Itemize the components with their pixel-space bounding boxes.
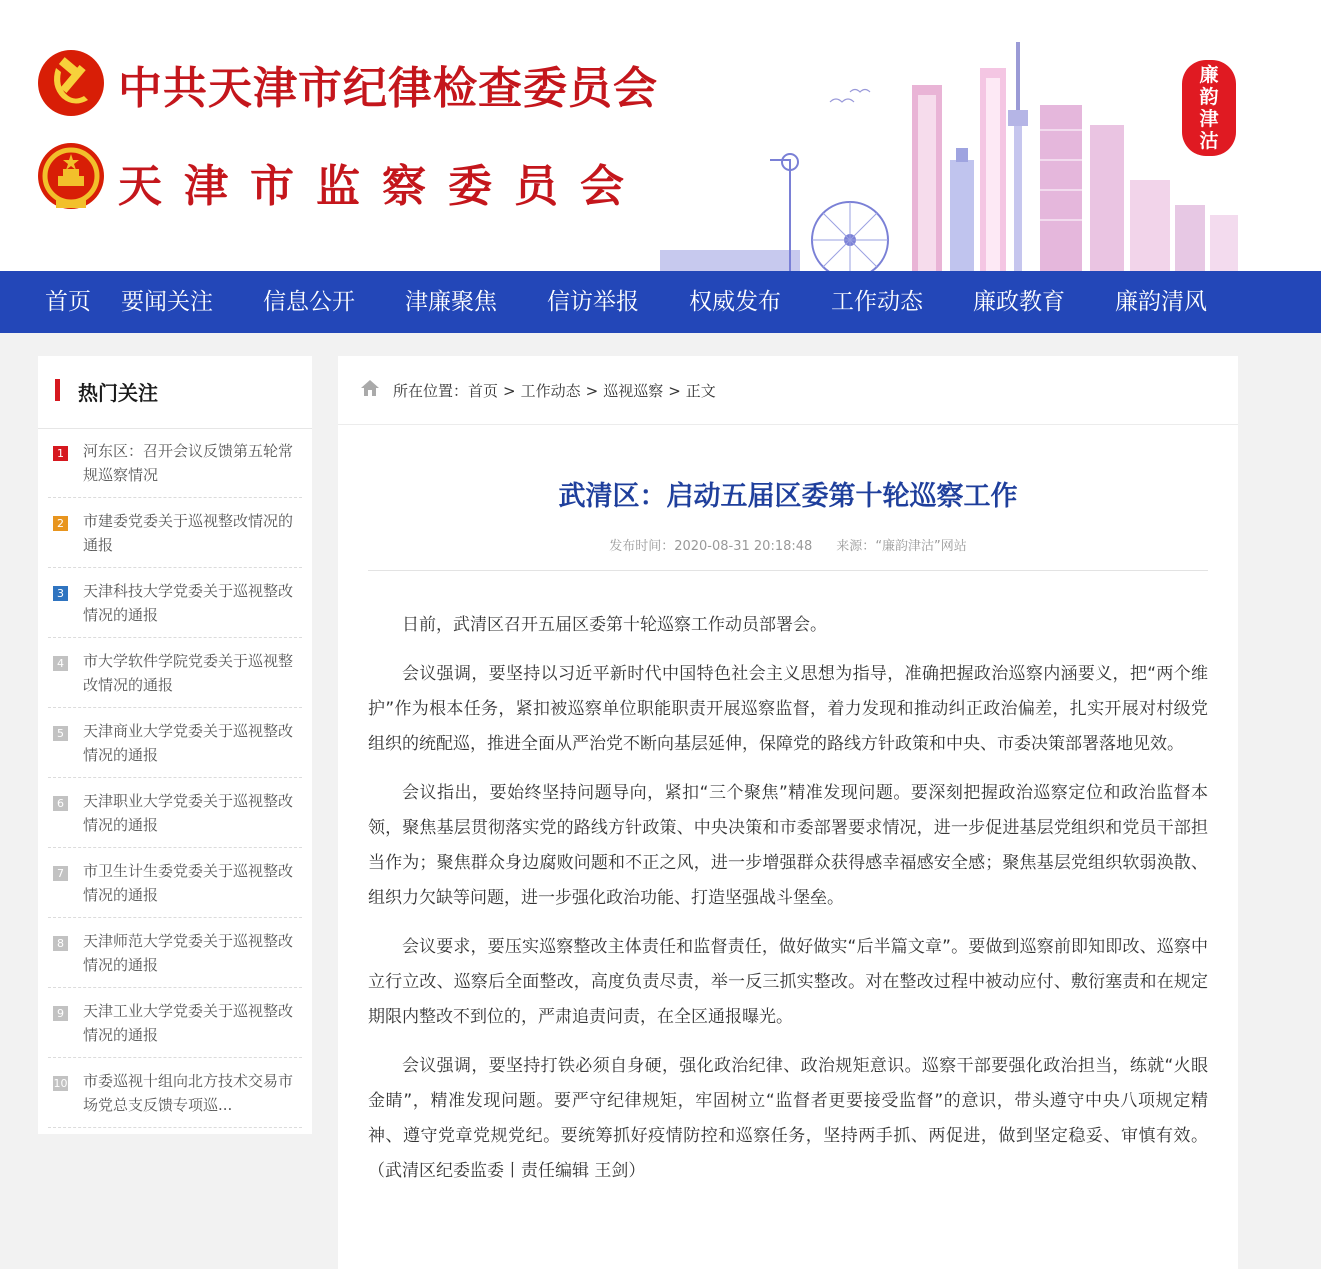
nav-item-petition-report[interactable]: 信访举报 [547, 289, 639, 315]
seal-char: 韵 [1199, 86, 1219, 108]
national-emblem-icon [36, 140, 106, 214]
article-body [368, 608, 1208, 1203]
article-source: “廉韵津沽”网站 [875, 539, 967, 554]
rank-badge: 2 [53, 516, 68, 531]
nav-item-authoritative-release[interactable]: 权威发布 [689, 289, 781, 315]
breadcrumb [338, 356, 1238, 425]
seal-char: 沽 [1199, 130, 1219, 152]
list-item-link[interactable]: 河东区：召开会议反馈第五轮常规巡察情况 [83, 442, 294, 484]
hot-list [48, 428, 302, 1128]
article-paragraph: 会议要求，要压实巡察整改主体责任和监督责任，做好做实“后半篇文章”。要做到巡察前即知即改、巡察中立行立改、巡察后全面整改，高度负责尽责，举一反三抓实整改。对在整改过程中被动应付、敷衍塞责和在规定期限内整改不到位的，严肃追责问责，在全区通报曝光。 [368, 937, 1208, 1027]
rank-badge: 9 [53, 1006, 68, 1021]
list-item-link[interactable]: 市大学软件学院党委关于巡视整改情况的通报 [83, 652, 294, 694]
breadcrumb-inspection[interactable]: 巡视巡察 [603, 382, 664, 400]
list-item[interactable] [48, 499, 302, 568]
list-item-link[interactable]: 天津职业大学党委关于巡视整改情况的通报 [83, 792, 294, 834]
rank-badge: 5 [53, 726, 68, 741]
breadcrumb-separator: > [668, 382, 681, 400]
main-nav [0, 271, 1321, 333]
seal-char: 津 [1199, 108, 1219, 130]
sidebar-hot-topics [38, 356, 312, 1134]
list-item[interactable] [48, 1059, 302, 1128]
list-item-link[interactable]: 市委巡视十组向北方技术交易市场党总支反馈专项巡... [83, 1072, 294, 1114]
list-item[interactable] [48, 849, 302, 918]
list-item-link[interactable]: 市建委党委关于巡视整改情况的通报 [83, 512, 294, 554]
sidebar-title-marker [55, 379, 60, 401]
list-item-link[interactable]: 天津科技大学党委关于巡视整改情况的通报 [83, 582, 294, 624]
list-item-link[interactable]: 市卫生计生委党委关于巡视整改情况的通报 [83, 862, 294, 904]
list-item-link[interactable]: 天津商业大学党委关于巡视整改情况的通报 [83, 722, 294, 764]
nav-item-info-public[interactable]: 信息公开 [263, 289, 355, 315]
list-item-link[interactable]: 天津师范大学党委关于巡视整改情况的通报 [83, 932, 294, 974]
list-item[interactable] [48, 639, 302, 708]
publish-time: 2020-08-31 20:18:48 [674, 539, 813, 554]
nav-item-work-news[interactable]: 工作动态 [831, 289, 923, 315]
party-emblem-icon [36, 48, 106, 118]
rank-badge: 8 [53, 936, 68, 951]
list-item[interactable] [48, 919, 302, 988]
article-paragraph: 会议强调，要坚持以习近平新时代中国特色社会主义思想为指导，准确把握政治巡察内涵要义，把“两个维护”作为根本任务，紧扣被巡察单位职能职责开展巡察监督，着力发现和推动纠正政治偏差，扎实开展对村级党组织的统配巡，推进全面从严治党不断向基层延伸，保障党的路线方针政策和中央、市委决策部署落地见效。 [368, 664, 1208, 754]
article-panel [338, 356, 1238, 1269]
nav-item-home[interactable]: 首页 [45, 289, 91, 315]
breadcrumb-separator: > [503, 382, 516, 400]
rank-badge: 7 [53, 866, 68, 881]
rank-badge: 1 [53, 446, 68, 461]
list-item[interactable] [48, 569, 302, 638]
article-paragraph: 会议指出，要始终坚持问题导向，紧扣“三个聚焦”精准发现问题。要深刻把握政治巡察定位和政治监督本领，聚焦基层贯彻落实党的路线方针政策、中央决策和市委部署要求情况，进一步促进基层党组织和党员干部担当作为；聚焦群众身边腐败问题和不正之风，进一步增强群众获得感幸福感安全感；聚焦基层党组织软弱涣散、组织力欠缺等问题，进一步强化政治功能、打造坚强战斗堡垒。 [368, 783, 1208, 908]
nav-item-jinlian-focus[interactable]: 津廉聚焦 [405, 289, 497, 315]
nav-item-lianyun-qingfeng[interactable]: 廉韵清风 [1115, 289, 1207, 315]
list-item[interactable] [48, 779, 302, 848]
city-skyline-illustration [650, 30, 1250, 271]
site-title-sub: 天津市监察委员会 [118, 161, 646, 212]
source-label: 来源： [836, 539, 876, 554]
rank-badge: 3 [53, 586, 68, 601]
seal-char: 廉 [1199, 64, 1219, 86]
breadcrumb-home[interactable]: 首页 [468, 382, 499, 400]
breadcrumb-trail [393, 380, 716, 401]
breadcrumb-current: 正文 [685, 382, 716, 400]
nav-item-integrity-education[interactable]: 廉政教育 [973, 289, 1065, 315]
article-divider [368, 570, 1208, 571]
lianyun-jingu-seal [1180, 58, 1238, 158]
nav-item-news-focus[interactable]: 要闻关注 [121, 289, 213, 315]
list-item[interactable] [48, 989, 302, 1058]
list-item[interactable] [48, 429, 302, 498]
rank-badge: 4 [53, 656, 68, 671]
breadcrumb-label: 所在位置： [393, 382, 469, 400]
list-item-link[interactable]: 天津工业大学党委关于巡视整改情况的通报 [83, 1002, 294, 1044]
sidebar-header [38, 356, 312, 429]
breadcrumb-work-news[interactable]: 工作动态 [520, 382, 581, 400]
rank-badge: 6 [53, 796, 68, 811]
publish-label: 发布时间： [609, 539, 675, 554]
site-title-main: 中共天津市纪律检查委员会 [118, 63, 658, 114]
site-header [0, 0, 1321, 271]
rank-badge: 10 [53, 1077, 68, 1090]
article-paragraph: 日前，武清区召开五届区委第十轮巡察工作动员部署会。 [402, 615, 827, 635]
breadcrumb-separator: > [585, 382, 599, 400]
list-item[interactable] [48, 709, 302, 778]
article-meta [338, 535, 1238, 554]
home-icon [360, 379, 380, 397]
article-title: 武清区：启动五届区委第十轮巡察工作 [558, 481, 1018, 512]
article-paragraph: 会议强调，要坚持打铁必须自身硬，强化政治纪律、政治规矩意识。巡察干部要强化政治担当，练就“火眼金睛”，精准发现问题。要严守纪律规矩，牢固树立“监督者更要接受监督”的意识，带头遵守中央八项规定精神、遵守党章党规党纪。要统筹抓好疫情防控和巡察任务，坚持两手抓、两促进，做到坚定稳妥、审慎有效。（武清区纪委监委丨责任编辑 王剑） [368, 1056, 1208, 1181]
sidebar-title: 热门关注 [78, 381, 158, 405]
